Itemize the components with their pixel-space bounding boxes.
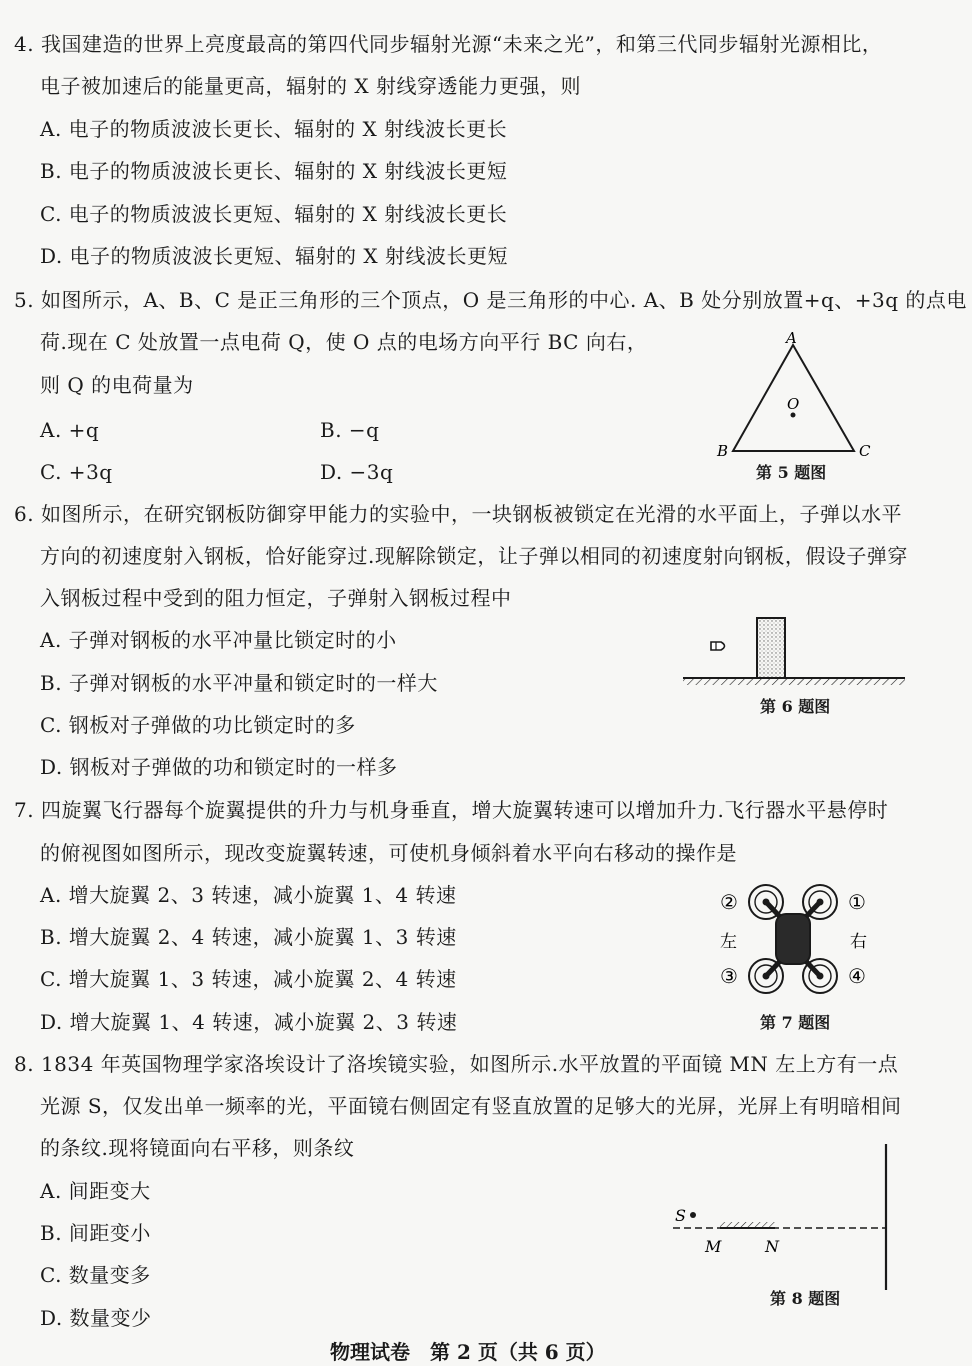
- q5-triangle-figure: [700, 325, 890, 465]
- q7-quadcopter-figure: [710, 872, 880, 1002]
- q6-stem-line-2: 方向的初速度射入钢板，恰好能穿过.现解除锁定，让子弹以相同的初速度射向钢板，假设子弹穿: [40, 544, 908, 568]
- q6-steel-plate-figure: [675, 612, 915, 692]
- q6-caption: 第 6 题图: [760, 697, 831, 716]
- q8-option-d: D. 数量变少: [40, 1306, 152, 1330]
- q8-lloyd-mirror-figure: [665, 1140, 905, 1295]
- drone-body: [776, 914, 810, 964]
- steel-plate: [757, 618, 785, 678]
- q8-stem-line-1: 8. 1834 年英国物理学家洛埃设计了洛埃镜实验，如图所示.水平放置的平面镜 MN 左上方有一点: [14, 1052, 899, 1076]
- center-point-o: [791, 413, 796, 418]
- q7-option-d: D. 增大旋翼 1、4 转速，减小旋翼 2、3 转速: [40, 1010, 458, 1034]
- q5-caption: 第 5 题图: [756, 463, 827, 482]
- vertex-label-a: A: [786, 329, 797, 347]
- mirror-label-m: M: [705, 1237, 722, 1256]
- q7-stem-line-1: 7. 四旋翼飞行器每个旋翼提供的升力与机身垂直，增大旋翼转速可以增加升力.飞行器水平悬停时: [14, 798, 889, 822]
- q6-option-d: D. 钢板对子弹做的功和锁定时的一样多: [40, 755, 398, 779]
- q5-stem-line-1: 5. 如图所示，A、B、C 是正三角形的三个顶点，O 是三角形的中心. A、B 处分别放置+q、+3q 的点电: [14, 288, 967, 312]
- q4-option-c: C. 电子的物质波波长更短、辐射的 X 射线波长更长: [40, 202, 508, 226]
- q7-option-c: C. 增大旋翼 1、3 转速，减小旋翼 2、4 转速: [40, 967, 457, 991]
- rotor-label-2: ②: [720, 890, 738, 914]
- q7-option-b: B. 增大旋翼 2、4 转速，减小旋翼 1、3 转速: [40, 925, 457, 949]
- vertex-label-c: C: [859, 442, 871, 460]
- page-footer: 物理试卷 第 2 页（共 6 页）: [330, 1340, 606, 1364]
- q8-stem-line-2: 光源 S，仅发出单一频率的光，平面镜右侧固定有竖直放置的足够大的光屏，光屏上有明暗相间: [40, 1094, 902, 1118]
- vertex-label-b: B: [717, 442, 729, 460]
- q8-option-c: C. 数量变多: [40, 1263, 151, 1287]
- right-label: 右: [850, 932, 867, 952]
- q4-option-a: A. 电子的物质波波长更长、辐射的 X 射线波长更长: [40, 117, 508, 141]
- q4-option-d: D. 电子的物质波波长更短、辐射的 X 射线波长更短: [40, 244, 508, 268]
- q6-stem-line-1: 6. 如图所示，在研究钢板防御穿甲能力的实验中，一块钢板被锁定在光滑的水平面上，子弹以水平: [14, 502, 902, 526]
- left-label: 左: [720, 932, 737, 952]
- q8-option-a: A. 间距变大: [40, 1179, 151, 1203]
- q4-stem-line-2: 电子被加速后的能量更高，辐射的 X 射线穿透能力更强，则: [40, 74, 581, 98]
- mirror-label-n: N: [765, 1237, 779, 1256]
- q7-stem-line-2: 的俯视图如图所示，现改变旋翼转速，可使机身倾斜着水平向右移动的操作是: [40, 841, 737, 865]
- q8-stem-line-3: 的条纹.现将镜面向右平移，则条纹: [40, 1136, 355, 1160]
- q5-option-b: B. −q: [320, 418, 380, 442]
- light-source-s: [690, 1212, 696, 1218]
- q6-option-b: B. 子弹对钢板的水平冲量和锁定时的一样大: [40, 671, 438, 695]
- bullet: [711, 642, 725, 650]
- q5-option-a: A. +q: [40, 418, 100, 442]
- source-label-s: S: [675, 1206, 686, 1225]
- q6-stem-line-3: 入钢板过程中受到的阻力恒定，子弹射入钢板过程中: [40, 586, 512, 610]
- center-label-o: O: [787, 395, 800, 413]
- rotor-label-4: ④: [848, 964, 866, 988]
- rotor-label-3: ③: [720, 964, 738, 988]
- q4-stem-line-1: 4. 我国建造的世界上亮度最高的第四代同步辐射光源“未来之光”，和第三代同步辐射光源相比，: [14, 32, 883, 56]
- q8-caption: 第 8 题图: [770, 1289, 841, 1308]
- q6-option-a: A. 子弹对钢板的水平冲量比锁定时的小: [40, 628, 397, 652]
- q5-option-d: D. −3q: [320, 460, 394, 484]
- rotor-label-1: ①: [848, 890, 866, 914]
- q6-option-c: C. 钢板对子弹做的功比锁定时的多: [40, 713, 356, 737]
- ground-hatching: [683, 679, 905, 685]
- q8-option-b: B. 间距变小: [40, 1221, 151, 1245]
- q5-stem-line-3: 则 Q 的电荷量为: [40, 373, 194, 397]
- q5-stem-line-2: 荷.现在 C 处放置一点电荷 Q，使 O 点的电场方向平行 BC 向右，: [40, 330, 648, 354]
- q5-option-c: C. +3q: [40, 460, 113, 484]
- q7-option-a: A. 增大旋翼 2、3 转速，减小旋翼 1、4 转速: [40, 883, 457, 907]
- q4-option-b: B. 电子的物质波波长更长、辐射的 X 射线波长更短: [40, 159, 508, 183]
- q7-caption: 第 7 题图: [760, 1013, 831, 1032]
